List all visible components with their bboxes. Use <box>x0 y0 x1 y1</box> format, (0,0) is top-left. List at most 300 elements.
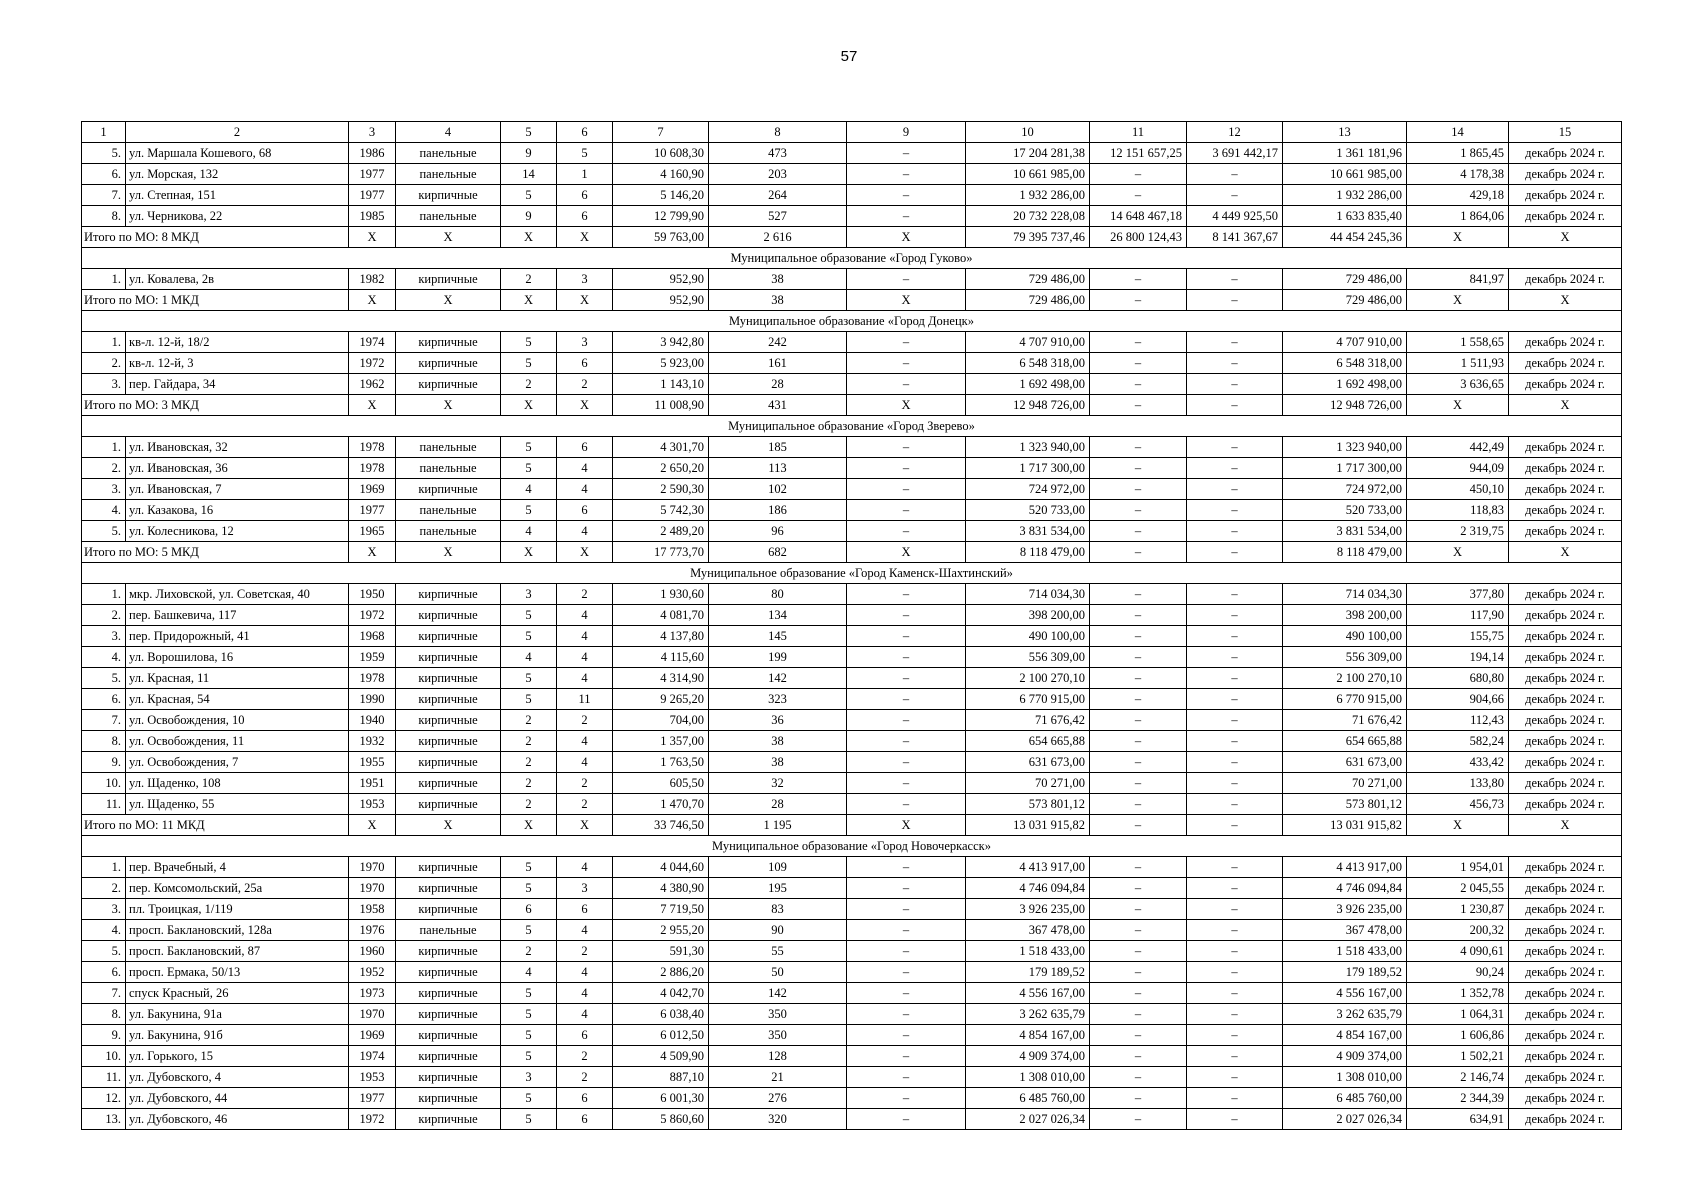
table-row <box>82 920 1622 941</box>
total-cell: 1 195 <box>709 815 847 836</box>
total-cell: – <box>1090 290 1187 311</box>
table-cell: 12 799,90 <box>613 206 709 227</box>
table-cell: 1940 <box>349 710 396 731</box>
row-index-cell: 11. <box>82 794 126 815</box>
table-cell: кирпичные <box>396 668 501 689</box>
table-cell: 2 <box>501 710 557 731</box>
table-cell: 1962 <box>349 374 396 395</box>
row-index-cell: 2. <box>82 458 126 479</box>
table-row <box>82 773 1622 794</box>
housing-register-table <box>81 121 1622 1130</box>
total-cell: X <box>557 227 613 248</box>
row-index-cell: 3. <box>82 899 126 920</box>
row-index-cell: 10. <box>82 773 126 794</box>
table-cell: 10 608,30 <box>613 143 709 164</box>
row-index-cell: 1. <box>82 437 126 458</box>
table-cell: – <box>847 521 966 542</box>
table-cell: 161 <box>709 353 847 374</box>
total-cell: 8 141 367,67 <box>1187 227 1283 248</box>
municipality-total-row <box>82 227 1622 248</box>
table-cell: 1970 <box>349 857 396 878</box>
table-cell: декабрь 2024 г. <box>1509 794 1622 815</box>
municipality-total-row <box>82 395 1622 416</box>
table-cell: 4 314,90 <box>613 668 709 689</box>
municipality-section-row <box>82 563 1622 584</box>
table-cell: 320 <box>709 1109 847 1130</box>
table-cell: 1 511,93 <box>1407 353 1509 374</box>
table-row <box>82 1025 1622 1046</box>
table-cell: кирпичные <box>396 584 501 605</box>
table-cell: – <box>1187 731 1283 752</box>
table-cell: 5 <box>501 920 557 941</box>
table-cell: – <box>847 164 966 185</box>
total-cell: X <box>396 542 501 563</box>
table-cell: 4 <box>557 626 613 647</box>
table-cell: 6 485 760,00 <box>966 1088 1090 1109</box>
table-cell: 1 143,10 <box>613 374 709 395</box>
table-cell: 5 <box>501 1088 557 1109</box>
table-cell: 1973 <box>349 983 396 1004</box>
table-cell: 1978 <box>349 668 396 689</box>
total-cell: 729 486,00 <box>1283 290 1407 311</box>
table-cell: 2 <box>501 941 557 962</box>
table-cell: кирпичные <box>396 752 501 773</box>
table-cell: – <box>847 1004 966 1025</box>
table-cell: 1 357,00 <box>613 731 709 752</box>
table-cell: 1 717 300,00 <box>1283 458 1407 479</box>
column-number-cell: 3 <box>349 122 396 143</box>
table-cell: 1 323 940,00 <box>1283 437 1407 458</box>
table-cell: 200,32 <box>1407 920 1509 941</box>
table-cell: 2 590,30 <box>613 479 709 500</box>
table-cell: 2 489,20 <box>613 521 709 542</box>
column-number-cell: 8 <box>709 122 847 143</box>
address-cell: ул. Казакова, 16 <box>126 500 349 521</box>
table-cell: 582,24 <box>1407 731 1509 752</box>
table-cell: 490 100,00 <box>1283 626 1407 647</box>
table-cell: 1985 <box>349 206 396 227</box>
row-index-cell: 11. <box>82 1067 126 1088</box>
table-cell: 2 <box>501 731 557 752</box>
table-cell: 4 449 925,50 <box>1187 206 1283 227</box>
table-cell: 179 189,52 <box>966 962 1090 983</box>
table-cell: 490 100,00 <box>966 626 1090 647</box>
table-cell: декабрь 2024 г. <box>1509 269 1622 290</box>
table-cell: декабрь 2024 г. <box>1509 1046 1622 1067</box>
address-cell: ул. Освобождения, 7 <box>126 752 349 773</box>
table-cell: 2 <box>501 773 557 794</box>
table-cell: – <box>1090 878 1187 899</box>
table-cell: 50 <box>709 962 847 983</box>
table-cell: – <box>847 185 966 206</box>
table-cell: – <box>847 857 966 878</box>
table-cell: декабрь 2024 г. <box>1509 1025 1622 1046</box>
table-cell: – <box>1187 710 1283 731</box>
total-cell: 13 031 915,82 <box>1283 815 1407 836</box>
municipality-title: Муниципальное образование «Город Каменск-Шахтинский» <box>82 563 1622 584</box>
table-cell: декабрь 2024 г. <box>1509 647 1622 668</box>
address-cell: пер. Башкевича, 117 <box>126 605 349 626</box>
total-cell: 682 <box>709 542 847 563</box>
table-cell: – <box>847 1046 966 1067</box>
table-cell: – <box>1090 1067 1187 1088</box>
table-cell: 90,24 <box>1407 962 1509 983</box>
table-cell: 1953 <box>349 1067 396 1088</box>
table-cell: 71 676,42 <box>966 710 1090 731</box>
table-cell: – <box>847 773 966 794</box>
table-cell: декабрь 2024 г. <box>1509 437 1622 458</box>
total-cell: 2 616 <box>709 227 847 248</box>
table-cell: – <box>1187 983 1283 1004</box>
table-cell: – <box>1187 500 1283 521</box>
table-cell: – <box>1090 752 1187 773</box>
table-cell: панельные <box>396 437 501 458</box>
table-cell: – <box>847 794 966 815</box>
address-cell: просп. Баклановский, 128а <box>126 920 349 941</box>
column-number-cell: 5 <box>501 122 557 143</box>
total-cell: X <box>557 542 613 563</box>
table-cell: 1958 <box>349 899 396 920</box>
total-cell: X <box>349 815 396 836</box>
table-cell: кирпичные <box>396 773 501 794</box>
table-cell: 71 676,42 <box>1283 710 1407 731</box>
row-index-cell: 8. <box>82 731 126 752</box>
address-cell: ул. Бакунина, 91а <box>126 1004 349 1025</box>
table-cell: 1 308 010,00 <box>966 1067 1090 1088</box>
table-cell: 367 478,00 <box>1283 920 1407 941</box>
row-index-cell: 1. <box>82 584 126 605</box>
table-cell: 350 <box>709 1004 847 1025</box>
total-cell: 952,90 <box>613 290 709 311</box>
table-cell: – <box>1090 1109 1187 1130</box>
table-cell: 5 <box>501 1004 557 1025</box>
table-cell: 714 034,30 <box>1283 584 1407 605</box>
table-cell: декабрь 2024 г. <box>1509 689 1622 710</box>
table-cell: панельные <box>396 500 501 521</box>
table-cell: декабрь 2024 г. <box>1509 962 1622 983</box>
table-cell: 38 <box>709 752 847 773</box>
table-cell: декабрь 2024 г. <box>1509 1004 1622 1025</box>
table-cell: 6 <box>557 1109 613 1130</box>
table-cell: – <box>847 437 966 458</box>
table-cell: кирпичные <box>396 269 501 290</box>
table-cell: декабрь 2024 г. <box>1509 731 1622 752</box>
table-cell: 2 <box>557 1067 613 1088</box>
table-cell: 4 556 167,00 <box>1283 983 1407 1004</box>
total-cell: 44 454 245,36 <box>1283 227 1407 248</box>
table-cell: кирпичные <box>396 626 501 647</box>
table-cell: – <box>847 479 966 500</box>
table-cell: 1 930,60 <box>613 584 709 605</box>
table-cell: – <box>1090 899 1187 920</box>
table-cell: 5 <box>501 353 557 374</box>
table-cell: декабрь 2024 г. <box>1509 941 1622 962</box>
table-cell: – <box>1187 794 1283 815</box>
table-row <box>82 164 1622 185</box>
table-cell: – <box>1187 647 1283 668</box>
table-cell: 4 160,90 <box>613 164 709 185</box>
total-cell: X <box>1509 815 1622 836</box>
table-cell: 145 <box>709 626 847 647</box>
table-row <box>82 500 1622 521</box>
table-cell: 2 027 026,34 <box>966 1109 1090 1130</box>
table-cell: 3 <box>501 584 557 605</box>
address-cell: ул. Колесникова, 12 <box>126 521 349 542</box>
table-row <box>82 206 1622 227</box>
table-cell: 2 100 270,10 <box>1283 668 1407 689</box>
table-cell: 199 <box>709 647 847 668</box>
table-cell: 631 673,00 <box>1283 752 1407 773</box>
table-cell: 5 <box>501 500 557 521</box>
table-cell: 5 <box>501 1046 557 1067</box>
table-cell: 9 <box>501 143 557 164</box>
table-cell: 1955 <box>349 752 396 773</box>
table-cell: 1972 <box>349 1109 396 1130</box>
table-cell: 429,18 <box>1407 185 1509 206</box>
table-cell: 5 146,20 <box>613 185 709 206</box>
column-number-cell: 2 <box>126 122 349 143</box>
table-cell: – <box>1090 605 1187 626</box>
table-cell: декабрь 2024 г. <box>1509 521 1622 542</box>
table-cell: кирпичные <box>396 605 501 626</box>
table-cell: 5 <box>501 1109 557 1130</box>
table-row <box>82 794 1622 815</box>
column-number-cell: 6 <box>557 122 613 143</box>
table-cell: кирпичные <box>396 710 501 731</box>
table-cell: 6 012,50 <box>613 1025 709 1046</box>
total-cell: X <box>1407 815 1509 836</box>
table-cell: – <box>1090 1088 1187 1109</box>
table-cell: 17 204 281,38 <box>966 143 1090 164</box>
total-cell: X <box>349 395 396 416</box>
table-cell: 14 648 467,18 <box>1090 206 1187 227</box>
address-cell: пер. Врачебный, 4 <box>126 857 349 878</box>
table-cell: 4 <box>557 983 613 1004</box>
row-index-cell: 9. <box>82 752 126 773</box>
table-cell: 2 <box>501 794 557 815</box>
address-cell: ул. Дубовского, 4 <box>126 1067 349 1088</box>
table-cell: декабрь 2024 г. <box>1509 332 1622 353</box>
table-cell: 2 <box>557 710 613 731</box>
table-cell: 3 636,65 <box>1407 374 1509 395</box>
table-cell: – <box>847 269 966 290</box>
address-cell: ул. Дубовского, 44 <box>126 1088 349 1109</box>
table-cell: 2 <box>557 794 613 815</box>
table-cell: 398 200,00 <box>966 605 1090 626</box>
table-cell: 952,90 <box>613 269 709 290</box>
table-row <box>82 437 1622 458</box>
table-cell: 1977 <box>349 500 396 521</box>
table-cell: 38 <box>709 269 847 290</box>
table-cell: 4 178,38 <box>1407 164 1509 185</box>
total-cell: X <box>1407 542 1509 563</box>
table-cell: 1 763,50 <box>613 752 709 773</box>
table-cell: 4 707 910,00 <box>966 332 1090 353</box>
table-cell: – <box>1187 584 1283 605</box>
table-cell: 21 <box>709 1067 847 1088</box>
table-cell: 10 661 985,00 <box>966 164 1090 185</box>
table-row <box>82 731 1622 752</box>
table-cell: – <box>1187 668 1283 689</box>
table-cell: 634,91 <box>1407 1109 1509 1130</box>
table-cell: 904,66 <box>1407 689 1509 710</box>
address-cell: пл. Троицкая, 1/119 <box>126 899 349 920</box>
table-cell: – <box>1090 353 1187 374</box>
table-cell: 1974 <box>349 1046 396 1067</box>
table-cell: 4 909 374,00 <box>1283 1046 1407 1067</box>
row-index-cell: 8. <box>82 206 126 227</box>
table-cell: 2 319,75 <box>1407 521 1509 542</box>
table-cell: 5 <box>501 626 557 647</box>
table-cell: 4 <box>501 479 557 500</box>
total-label: Итого по МО: 1 МКД <box>82 290 349 311</box>
table-cell: 1 352,78 <box>1407 983 1509 1004</box>
total-cell: – <box>1090 395 1187 416</box>
table-cell: 5 <box>557 143 613 164</box>
municipality-title: Муниципальное образование «Город Гуково» <box>82 248 1622 269</box>
table-cell: 2 146,74 <box>1407 1067 1509 1088</box>
table-cell: 142 <box>709 668 847 689</box>
address-cell: ул. Ворошилова, 16 <box>126 647 349 668</box>
total-cell: X <box>557 395 613 416</box>
table-cell: декабрь 2024 г. <box>1509 185 1622 206</box>
table-cell: 1951 <box>349 773 396 794</box>
table-cell: 3 <box>557 269 613 290</box>
column-number-cell: 11 <box>1090 122 1187 143</box>
total-cell: X <box>1407 395 1509 416</box>
total-label: Итого по МО: 3 МКД <box>82 395 349 416</box>
table-cell: 654 665,88 <box>966 731 1090 752</box>
table-cell: 4 746 094,84 <box>1283 878 1407 899</box>
table-cell: – <box>1187 689 1283 710</box>
table-cell: 1982 <box>349 269 396 290</box>
table-cell: 5 <box>501 689 557 710</box>
table-cell: 12 151 657,25 <box>1090 143 1187 164</box>
table-row <box>82 1067 1622 1088</box>
table-cell: – <box>1090 437 1187 458</box>
total-cell: 33 746,50 <box>613 815 709 836</box>
table-row <box>82 1004 1622 1025</box>
column-number-cell: 7 <box>613 122 709 143</box>
table-cell: – <box>1187 479 1283 500</box>
table-cell: 2 027 026,34 <box>1283 1109 1407 1130</box>
table-cell: – <box>1090 794 1187 815</box>
row-index-cell: 10. <box>82 1046 126 1067</box>
table-cell: 2 <box>501 269 557 290</box>
table-cell: 3 <box>557 878 613 899</box>
table-cell: 4 <box>557 605 613 626</box>
table-cell: 5 <box>501 668 557 689</box>
table-cell: – <box>1187 605 1283 626</box>
table-row <box>82 899 1622 920</box>
table-cell: декабрь 2024 г. <box>1509 458 1622 479</box>
table-cell: – <box>847 626 966 647</box>
total-cell: X <box>501 542 557 563</box>
table-cell: – <box>1187 899 1283 920</box>
total-cell: X <box>847 395 966 416</box>
table-cell: – <box>847 374 966 395</box>
table-cell: – <box>1090 1025 1187 1046</box>
address-cell: мкр. Лиховской, ул. Советская, 40 <box>126 584 349 605</box>
table-cell: – <box>847 731 966 752</box>
table-cell: – <box>1090 857 1187 878</box>
municipality-section-row <box>82 416 1622 437</box>
table-cell: кирпичные <box>396 1109 501 1130</box>
table-cell: декабрь 2024 г. <box>1509 899 1622 920</box>
table-cell: 573 801,12 <box>966 794 1090 815</box>
table-cell: декабрь 2024 г. <box>1509 626 1622 647</box>
table-cell: 3 926 235,00 <box>966 899 1090 920</box>
table-cell: – <box>847 584 966 605</box>
table-row <box>82 332 1622 353</box>
table-cell: 11 <box>557 689 613 710</box>
table-cell: 70 271,00 <box>1283 773 1407 794</box>
municipality-title: Муниципальное образование «Город Новочеркасск» <box>82 836 1622 857</box>
total-cell: X <box>396 815 501 836</box>
total-cell: – <box>1187 395 1283 416</box>
address-cell: просп. Баклановский, 87 <box>126 941 349 962</box>
table-cell: – <box>847 941 966 962</box>
total-cell: X <box>501 395 557 416</box>
table-cell: – <box>1187 185 1283 206</box>
table-cell: – <box>1090 584 1187 605</box>
row-index-cell: 6. <box>82 962 126 983</box>
table-cell: кирпичные <box>396 1004 501 1025</box>
table-cell: – <box>1187 374 1283 395</box>
table-row <box>82 857 1622 878</box>
total-cell: – <box>1187 815 1283 836</box>
address-cell: ул. Маршала Кошевого, 68 <box>126 143 349 164</box>
table-cell: 2 344,39 <box>1407 1088 1509 1109</box>
table-cell: 36 <box>709 710 847 731</box>
table-cell: – <box>1090 458 1187 479</box>
table-cell: кирпичные <box>396 479 501 500</box>
total-cell: 12 948 726,00 <box>1283 395 1407 416</box>
table-cell: 3 831 534,00 <box>966 521 1090 542</box>
table-cell: – <box>847 1067 966 1088</box>
table-cell: декабрь 2024 г. <box>1509 668 1622 689</box>
table-row <box>82 605 1622 626</box>
table-cell: 350 <box>709 1025 847 1046</box>
address-cell: ул. Ивановская, 32 <box>126 437 349 458</box>
table-cell: 3 <box>501 1067 557 1088</box>
table-cell: 1977 <box>349 164 396 185</box>
table-cell: 128 <box>709 1046 847 1067</box>
table-cell: 729 486,00 <box>966 269 1090 290</box>
address-cell: пер. Гайдара, 34 <box>126 374 349 395</box>
table-cell: 4 <box>557 731 613 752</box>
total-cell: X <box>1509 227 1622 248</box>
table-cell: – <box>1090 521 1187 542</box>
table-cell: – <box>1187 521 1283 542</box>
address-cell: ул. Красная, 11 <box>126 668 349 689</box>
total-cell: – <box>1090 815 1187 836</box>
table-cell: 4 <box>501 521 557 542</box>
table-cell: 20 732 228,08 <box>966 206 1090 227</box>
row-index-cell: 1. <box>82 332 126 353</box>
total-cell: X <box>1407 290 1509 311</box>
table-cell: кирпичные <box>396 899 501 920</box>
table-cell: – <box>1090 1004 1187 1025</box>
table-cell: 1969 <box>349 1025 396 1046</box>
table-cell: 1 064,31 <box>1407 1004 1509 1025</box>
table-cell: декабрь 2024 г. <box>1509 857 1622 878</box>
municipality-section-row <box>82 248 1622 269</box>
table-cell: кирпичные <box>396 353 501 374</box>
table-row <box>82 1046 1622 1067</box>
table-cell: 5 742,30 <box>613 500 709 521</box>
row-index-cell: 2. <box>82 353 126 374</box>
